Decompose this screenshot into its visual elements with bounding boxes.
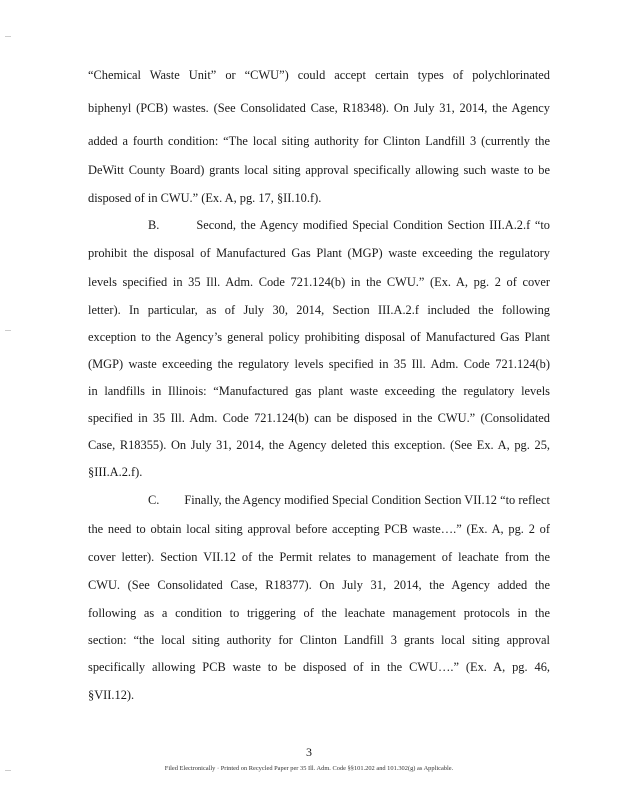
body-line: “Chemical Waste Unit” or “CWU”) could accept certain types of polychlorinated (88, 68, 550, 82)
page-number: 3 (306, 745, 312, 759)
body-line: §VII.12). (88, 688, 135, 702)
body-line: Case, R18355). On July 31, 2014, the Agency deleted this exception. (See Ex. A, pg. 25, (88, 438, 550, 452)
body-line: §III.A.2.f). (88, 465, 143, 479)
body-line: disposed of in CWU.” (Ex. A, pg. 17, §II.10.f). (88, 191, 322, 205)
paragraph-b-first-line: B. Second, the Agency modified Special Condition Section III.A.2.f “to (148, 218, 550, 232)
body-line: exception to the Agency’s general policy prohibiting disposal of Manufactured Gas Plant (88, 330, 550, 344)
body-line: biphenyl (PCB) wastes. (See Consolidated Case, R18348). On July 31, 2014, the Agency (88, 101, 550, 115)
paragraph-c-first-line: C. Finally, the Agency modified Special Condition Section VII.12 “to reflect (148, 493, 550, 507)
scan-mark (5, 36, 11, 37)
body-line: letter). In particular, as of July 30, 2014, Section III.A.2.f included the following (88, 303, 550, 317)
body-line: specified in 35 Ill. Adm. Code 721.124(b) can be disposed in the CWU.” (Consolidated (88, 411, 550, 425)
body-line: DeWitt County Board) grants local siting approval specifically allowing such waste to be (88, 163, 550, 177)
filing-footer: Filed Electronically · Printed on Recycled Paper per 35 Ill. Adm. Code §§101.202 and 101.302(g) as Applicable. (164, 765, 454, 772)
body-line: the need to obtain local siting approval before accepting PCB waste….” (Ex. A, pg. 2 of (88, 522, 550, 536)
body-line: in landfills in Illinois: “Manufactured gas plant waste exceeding the regulatory levels (88, 384, 550, 398)
body-line: following as a condition to triggering of the leachate management protocols in the (88, 606, 550, 620)
body-line: prohibit the disposal of Manufactured Gas Plant (MGP) waste exceeding the regulatory (88, 246, 550, 260)
scan-mark (5, 330, 11, 331)
body-line: (MGP) waste exceeding the regulatory levels specified in 35 Ill. Adm. Code 721.124(b) (88, 357, 550, 371)
body-line: specifically allowing PCB waste to be disposed of in the CWU….” (Ex. A, pg. 46, (88, 660, 550, 674)
body-line: added a fourth condition: “The local siting authority for Clinton Landfill 3 (currently the (88, 134, 550, 148)
body-line: section: “the local siting authority for Clinton Landfill 3 grants local siting approval (88, 633, 550, 647)
body-line: CWU. (See Consolidated Case, R18377). On July 31, 2014, the Agency added the (88, 578, 550, 592)
body-line: cover letter). Section VII.12 of the Permit relates to management of leachate from the (88, 550, 550, 564)
body-line: levels specified in 35 Ill. Adm. Code 721.124(b) in the CWU.” (Ex. A, pg. 2 of cover (88, 275, 550, 289)
